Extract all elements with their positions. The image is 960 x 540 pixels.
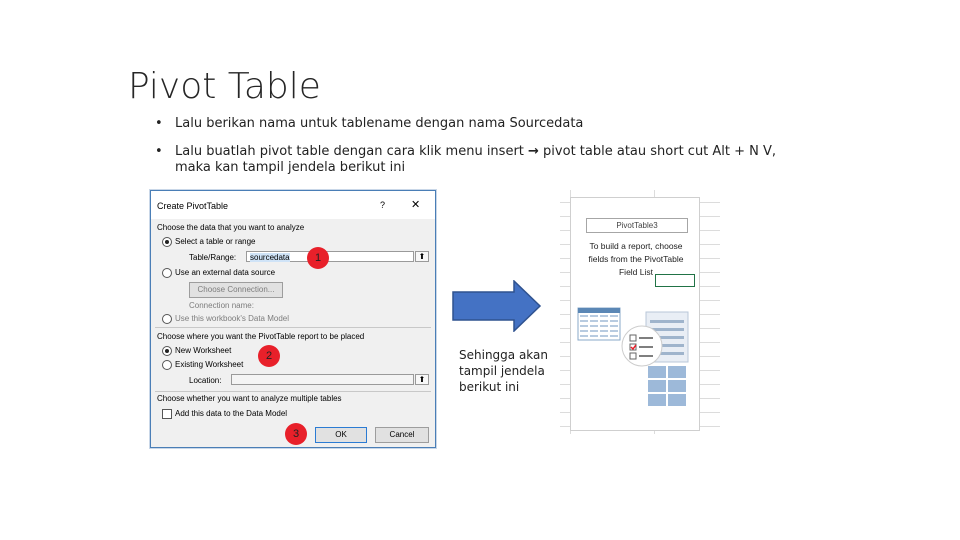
existing-worksheet-radio[interactable] xyxy=(162,360,172,370)
caption xyxy=(459,347,548,395)
existing-worksheet-label: Existing Worksheet xyxy=(175,360,244,369)
step-badge-1: 1 xyxy=(307,247,329,269)
caption-line-3: berikut ini xyxy=(459,380,520,394)
pivottable-name-label: PivotTable3 xyxy=(586,218,688,233)
choose-connection-button[interactable]: Choose Connection... xyxy=(189,282,283,298)
connection-name-label: Connection name: xyxy=(189,301,254,310)
slide-title: Pivot Table xyxy=(128,66,321,107)
caption-line-1: Sehingga akan xyxy=(459,348,548,362)
table-range-input[interactable] xyxy=(246,251,414,262)
add-data-model-checkbox[interactable] xyxy=(162,409,172,419)
selected-cell[interactable] xyxy=(655,274,695,287)
divider xyxy=(155,391,431,392)
select-range-label: Select a table or range xyxy=(175,237,256,246)
step-badge-3: 3 xyxy=(285,423,307,445)
external-source-radio[interactable] xyxy=(162,268,172,278)
bullet-2-part-b: pivot table atau short cut Alt + N V, xyxy=(538,144,777,159)
arrow-right-icon: → xyxy=(528,144,539,159)
instruction-line-3: Field List xyxy=(618,267,653,277)
new-worksheet-radio[interactable] xyxy=(162,346,172,356)
location-input[interactable] xyxy=(231,374,414,385)
section-multiple-tables: Choose whether you want to analyze multiple tables xyxy=(157,394,342,403)
step-badge-2: 2 xyxy=(258,345,280,367)
bullet-dot: • xyxy=(155,116,163,131)
pivottable-illustration-icon xyxy=(576,306,696,410)
bullet-dot: • xyxy=(155,144,163,159)
data-model-label: Use this workbook's Data Model xyxy=(175,314,290,323)
collapse-location-icon[interactable]: ⬆ xyxy=(415,374,429,385)
add-data-model-label: Add this data to the Data Model xyxy=(175,409,288,418)
bullet-2-text xyxy=(175,144,776,176)
select-range-radio[interactable] xyxy=(162,237,172,247)
section-analyze-data: Choose the data that you want to analyze xyxy=(157,223,305,232)
table-range-value: sourcedata xyxy=(250,253,290,262)
divider xyxy=(155,327,431,328)
instruction-line-1: To build a report, choose xyxy=(589,241,683,251)
section-placement: Choose where you want the PivotTable report to be placed xyxy=(157,332,365,341)
new-worksheet-label: New Worksheet xyxy=(175,346,232,355)
close-icon[interactable]: ✕ xyxy=(411,199,421,211)
cancel-button[interactable]: Cancel xyxy=(375,427,429,443)
big-right-arrow-icon xyxy=(452,280,542,332)
caption-line-2: tampil jendela xyxy=(459,364,545,378)
ok-button[interactable]: OK xyxy=(315,427,367,443)
create-pivottable-dialog xyxy=(150,190,436,448)
dialog-title: Create PivotTable xyxy=(157,201,229,211)
bullet-1-text: Lalu berikan nama untuk tablename dengan nama Sourcedata xyxy=(175,116,584,131)
bullet-2-part-a: Lalu buatlah pivot table dengan cara klik menu insert xyxy=(175,144,529,159)
bullet-2-line-2: maka kan tampil jendela berikut ini xyxy=(175,160,406,175)
table-range-label: Table/Range: xyxy=(189,253,237,262)
help-icon[interactable]: ? xyxy=(380,200,386,210)
external-source-label: Use an external data source xyxy=(175,268,276,277)
instruction-line-2: fields from the PivotTable xyxy=(588,254,684,264)
location-label: Location: xyxy=(189,376,222,385)
collapse-range-icon[interactable]: ⬆ xyxy=(415,251,429,262)
data-model-radio[interactable] xyxy=(162,314,172,324)
